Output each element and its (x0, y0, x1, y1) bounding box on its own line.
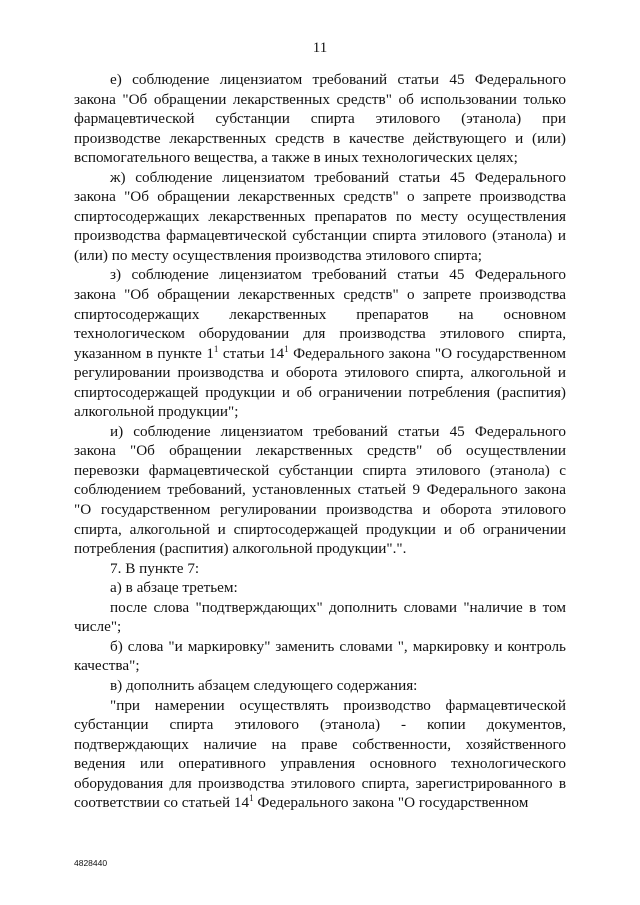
document-id: 4828440 (74, 858, 108, 868)
paragraph-quote-text-2: Федерального закона "О государственном (253, 794, 529, 812)
paragraph-b: б) слова "и маркировку" заменить словами ", маркировку и контроль качества"; (74, 637, 566, 675)
page-number: 11 (312, 40, 328, 56)
paragraph-a: а) в абзаце третьем: (110, 579, 238, 597)
paragraph-quote-text-1: "при намерении осуществлять производство фармацевтической субстанции спирта этилового (этанола) - копии документов, подтверждающих наличие на праве собственности, хозяйственного ведения или оперативного управления основного технологического оборудования для производства этилового спирта, зарегистрированного в соответствии со статьей 14 (74, 696, 566, 812)
superscript: 1 (213, 343, 219, 354)
paragraph-quote (74, 696, 566, 813)
paragraph-after: после слова "подтверждающих" дополнить словами "наличие в том числе"; (74, 598, 566, 636)
superscript: 1 (249, 793, 254, 804)
paragraph-z-text-1: з) соблюдение лицензиатом требований статьи 45 Федерального закона "Об обращении лекарственных средств" о запрете производства спиртосодержащих лекарственных препаратов на основном технологическом оборудовании для производства этилового спирта, указанном в пункте 1 (74, 266, 566, 362)
document-body (74, 70, 566, 813)
paragraph-zh: ж) соблюдение лицензиатом требований статьи 45 Федерального закона "Об обращении лекарственных средств" о запрете производства спиртосодержащих лекарственных препаратов по месту осуществления производства фармацевтической субстанции спирта этилового (этанола) и (или) по месту осуществления производства этилового спирта; (74, 168, 566, 264)
paragraph-z-text-2: статьи 14 (218, 344, 285, 362)
paragraph-e: е) соблюдение лицензиатом требований статьи 45 Федерального закона "Об обращении лекарственных средств" об использовании только фармацевтической субстанции спирта этилового (этанола) при производстве лекарственных средств в качестве действующего и (или) вспомогательного вещества, а также в иных технологических целях; (74, 71, 566, 167)
paragraph-z (74, 265, 566, 421)
paragraph-i: и) соблюдение лицензиатом требований статьи 45 Федерального закона "Об обращении лекарственных средств" об осуществлении перевозки фармацевтической субстанции спирта этилового (этанола) с соблюдением требований, установленных статьей 9 Федерального закона "О государственном регулировании производства и оборота этилового спирта, алкогольной и спиртосодержащей продукции и об ограничении потребления (распития) алкогольной продукции".". (74, 422, 566, 558)
paragraph-item-7: 7. В пункте 7: (110, 559, 200, 577)
paragraph-v: в) дополнить абзацем следующего содержания: (110, 676, 418, 694)
paragraph-z-text-3: Федерального закона "О государственном регулировании производства и оборота этилового спирта, алкогольной и спиртосодержащей продукции и об ограничении потребления (распития) алкогольной продукции"; (74, 344, 566, 421)
superscript: 1 (284, 343, 289, 354)
